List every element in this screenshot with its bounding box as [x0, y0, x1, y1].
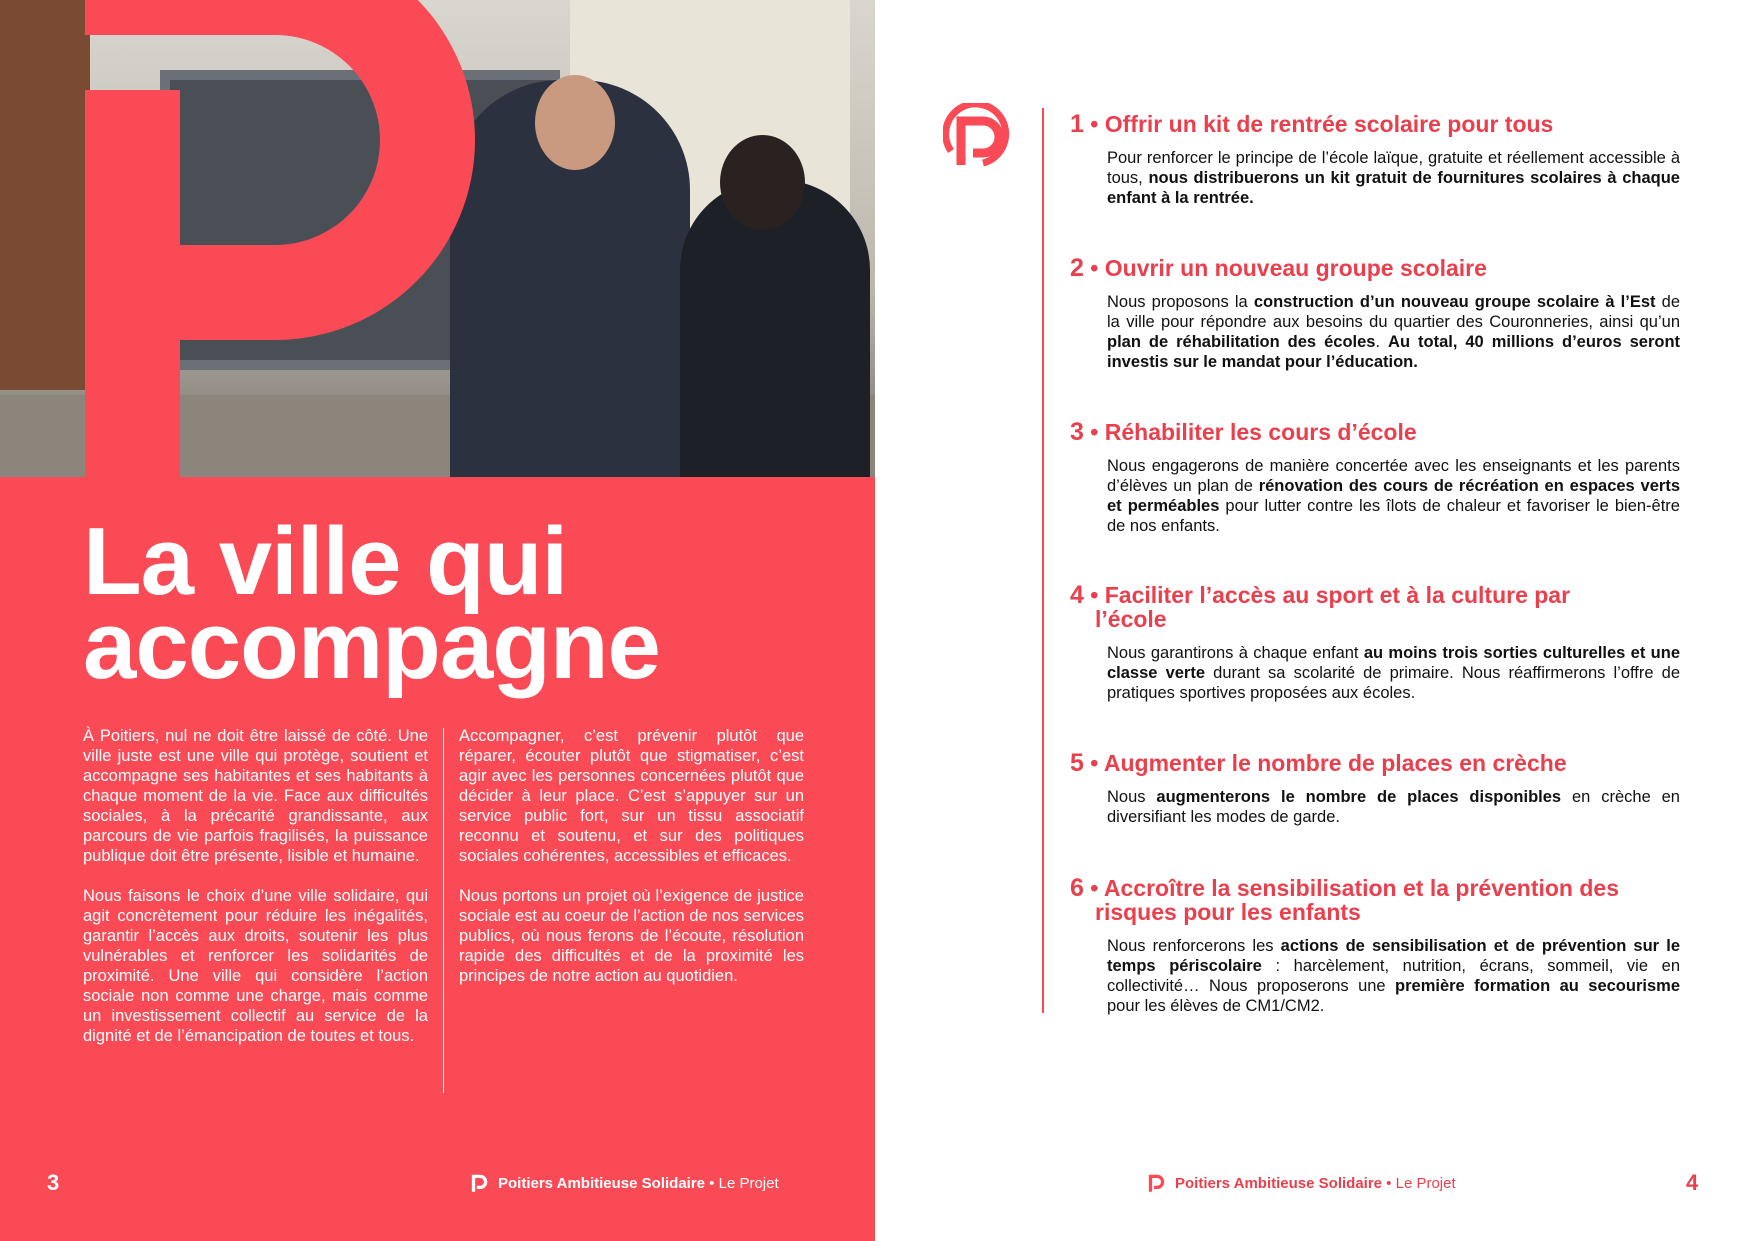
emphasis-text: construction d’un nouveau groupe scolaire à l’Est	[1253, 293, 1656, 311]
photo-person-head	[535, 75, 615, 170]
body-text: pour les élèves de CM1/CM2.	[1107, 997, 1325, 1015]
page-number: 4	[1686, 1170, 1699, 1195]
body-text: durant sa scolarité de primaire. Nous réaffirmerons l’offre de pratiques sportives proposées aux écoles.	[1107, 664, 1681, 702]
item-heading: 4 • Faciliter l’accès au sport et à la culture par l’école	[1070, 581, 1571, 632]
body-text: Nous engagerons de manière concertée avec les enseignants et les parents d’élèves un plan de	[1107, 457, 1680, 495]
big-p-logo-stem	[85, 90, 180, 477]
body-text: : harcèlement, nutrition, écrans, sommeil, vie en collectivité… Nous proposerons une	[1107, 957, 1680, 995]
vertical-rule	[1042, 108, 1044, 1013]
photo-door	[0, 0, 90, 390]
intro-column-2	[459, 726, 804, 1006]
body-text: .	[1375, 333, 1389, 351]
program-item-3	[1070, 420, 1680, 536]
emphasis-text: plan de réhabilitation des écoles	[1107, 333, 1376, 351]
item-body	[1107, 936, 1680, 1016]
item-body	[1107, 292, 1680, 372]
body-text: en crèche en diversifiant les modes de garde.	[1107, 788, 1680, 826]
program-item-1	[1070, 112, 1680, 208]
footer-section: Le Projet	[1395, 1174, 1456, 1192]
item-heading: 3 • Réhabiliter les cours d’école	[1070, 418, 1417, 446]
item-body	[1107, 148, 1680, 208]
brand-logo-icon	[468, 1172, 490, 1194]
footer	[1145, 1172, 1456, 1194]
footer	[468, 1172, 779, 1194]
program-item-2	[1070, 256, 1680, 372]
photo-person-head	[720, 135, 805, 230]
paragraph: Nous faisons le choix d’une ville solidaire, qui agit concrètement pour réduire les inégalités, garantir l’accès aux droits, soutenir les plus vulnérables et renforcer les solidarités de proximité. Une ville qui considère l’action sociale non comme une charge, mais comme un investissement collectif au service de la dignité et de l’émancipation de toutes et tous.	[83, 887, 428, 1045]
paragraph: À Poitiers, nul ne doit être laissé de côté. Une ville juste est une ville qui protège, soutient et accompagne ses habitantes et ses habitants à chaque moment de la vie. Face aux difficultés sociales, à la précarité grandissante, aux parcours de vie parfois fragilisés, la puissance publique doit être présente, lisible et humaine.	[83, 727, 428, 865]
body-text: pour lutter contre les îlots de chaleur et favoriser le bien-être de nos enfants.	[1107, 497, 1680, 535]
item-body	[1107, 787, 1680, 827]
footer-sep: •	[1382, 1174, 1396, 1192]
body-text: Nous renforcerons les	[1107, 937, 1281, 955]
body-text: Nous garantirons à chaque enfant	[1107, 644, 1364, 662]
emphasis-text: nous distribuerons un kit gratuit de fournitures scolaires à chaque enfant à la rentrée.	[1107, 169, 1680, 207]
program-item-5	[1070, 751, 1680, 827]
brand-logo-icon	[943, 103, 1015, 169]
emphasis-text: rénovation des cours de récréation en espaces verts et perméables	[1107, 477, 1680, 515]
paragraph: Nous portons un projet où l’exigence de justice sociale est au coeur de l’action de nos services publics, où nous ferons de l’écoute, résolution rapide des difficultés et de la proximité les principes de notre action au quotidien.	[459, 887, 804, 985]
footer-section: Le Projet	[718, 1174, 779, 1192]
item-body	[1107, 643, 1680, 703]
page-number: 3	[47, 1170, 60, 1195]
footer-brand: Poitiers Ambitieuse Solidaire	[498, 1174, 706, 1192]
item-heading: 1 • Offrir un kit de rentrée scolaire pour tous	[1070, 110, 1554, 138]
body-text: Pour renforcer le principe de l’école laïque, gratuite et réellement accessible à tous,	[1107, 149, 1680, 187]
brand-logo-icon	[1145, 1172, 1167, 1194]
program-item-6	[1070, 876, 1680, 1016]
body-text: de la ville pour répondre aux besoins du quartier des Couronneries, ainsi qu’un	[1107, 293, 1681, 331]
paragraph: Accompagner, c’est prévenir plutôt que réparer, écouter plutôt que stigmatiser, c’est agir avec les personnes concernées plutôt que décider à leur place. C’est s’appuyer sur un service public fort, sur un tissu associatif reconnu et soutenu, et sur des politiques sociales cohérentes, accessibles et efficaces.	[459, 727, 804, 865]
emphasis-text: première formation au secourisme	[1395, 977, 1680, 995]
intro-column-1	[83, 726, 428, 1066]
item-heading: 5 • Augmenter le nombre de places en crèche	[1070, 749, 1567, 777]
footer-brand: Poitiers Ambitieuse Solidaire	[1175, 1174, 1383, 1192]
emphasis-text: Au total, 40 millions d’euros seront investis sur le mandat pour l’éducation.	[1107, 333, 1681, 371]
item-heading: 6 • Accroître la sensibilisation et la prévention des risques pour les enfants	[1070, 874, 1619, 925]
emphasis-text: augmenterons le nombre de places disponibles	[1156, 788, 1562, 806]
item-body	[1107, 456, 1680, 536]
page-title: La ville qui accompagne	[83, 508, 660, 699]
body-text: Nous	[1107, 788, 1157, 806]
emphasis-text: actions de sensibilisation et de prévention sur le temps périscolaire	[1107, 937, 1680, 975]
cover-photo	[0, 0, 875, 477]
program-item-4	[1070, 583, 1680, 703]
emphasis-text: au moins trois sorties culturelles et une classe verte	[1107, 644, 1680, 682]
body-text: Nous proposons la	[1107, 293, 1254, 311]
footer-sep: •	[705, 1174, 719, 1192]
item-heading: 2 • Ouvrir un nouveau groupe scolaire	[1070, 254, 1487, 282]
column-divider	[443, 728, 444, 1093]
